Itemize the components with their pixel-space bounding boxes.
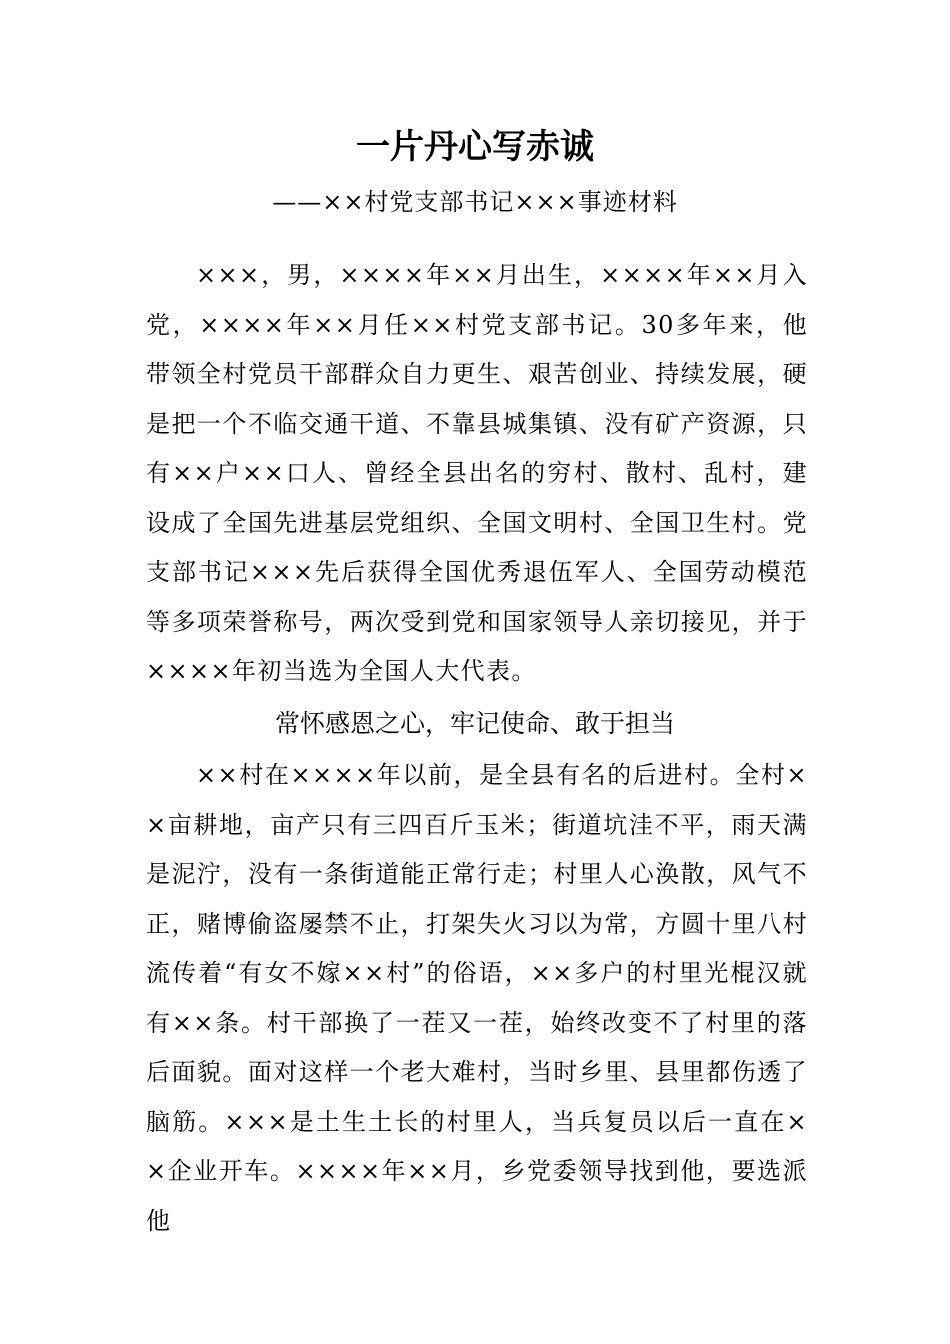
- document-title: 一片丹心写赤诚: [356, 127, 594, 167]
- document-subtitle: ——××村党支部书记×××事迹材料: [272, 188, 678, 216]
- section-heading: 常怀感恩之心，牢记使命、敢于担当: [274, 709, 675, 738]
- paragraph-intro: ×××，男，××××年××月出生，××××年××月入党，××××年××月任××村党支部书记。30多年来，他带领全村党员干部群众自力更生、艰苦创业、持续发展，硬是把一个不临交通干道、不靠县城集镇、没有矿产资源，只有××户××口人、曾经全县出名的穷村、散村、乱村，建设成了全国先进基层党组织、全国文明村、全国卫生村。党支部书记×××先后获得全国优秀退伍军人、全国劳动模范等多项荣誉称号，两次受到党和国家领导人亲切接见，并于××××年初当选为全国人大代表。: [146, 261, 808, 685]
- paragraph-section-1: ××村在××××年以前，是全县有名的后进村。全村××亩耕地，亩产只有三四百斤玉米；街道坑洼不平，雨天满是泥泞，没有一条街道能正常行走；村里人心涣散，风气不正，赌博偷盗屡禁不止，打架失火习以为常，方圆十里八村流传着“有女不嫁××村”的俗语，××多户的村里光棍汉就有××条。村干部换了一茬又一茬，始终改变不了村里的落后面貌。面对这样一个老大难村，当时乡里、县里都伤透了脑筋。×××是土生土长的村里人，当兵复员以后一直在××企业开车。××××年××月，乡党委领导找到他，要选派他: [146, 761, 808, 1235]
